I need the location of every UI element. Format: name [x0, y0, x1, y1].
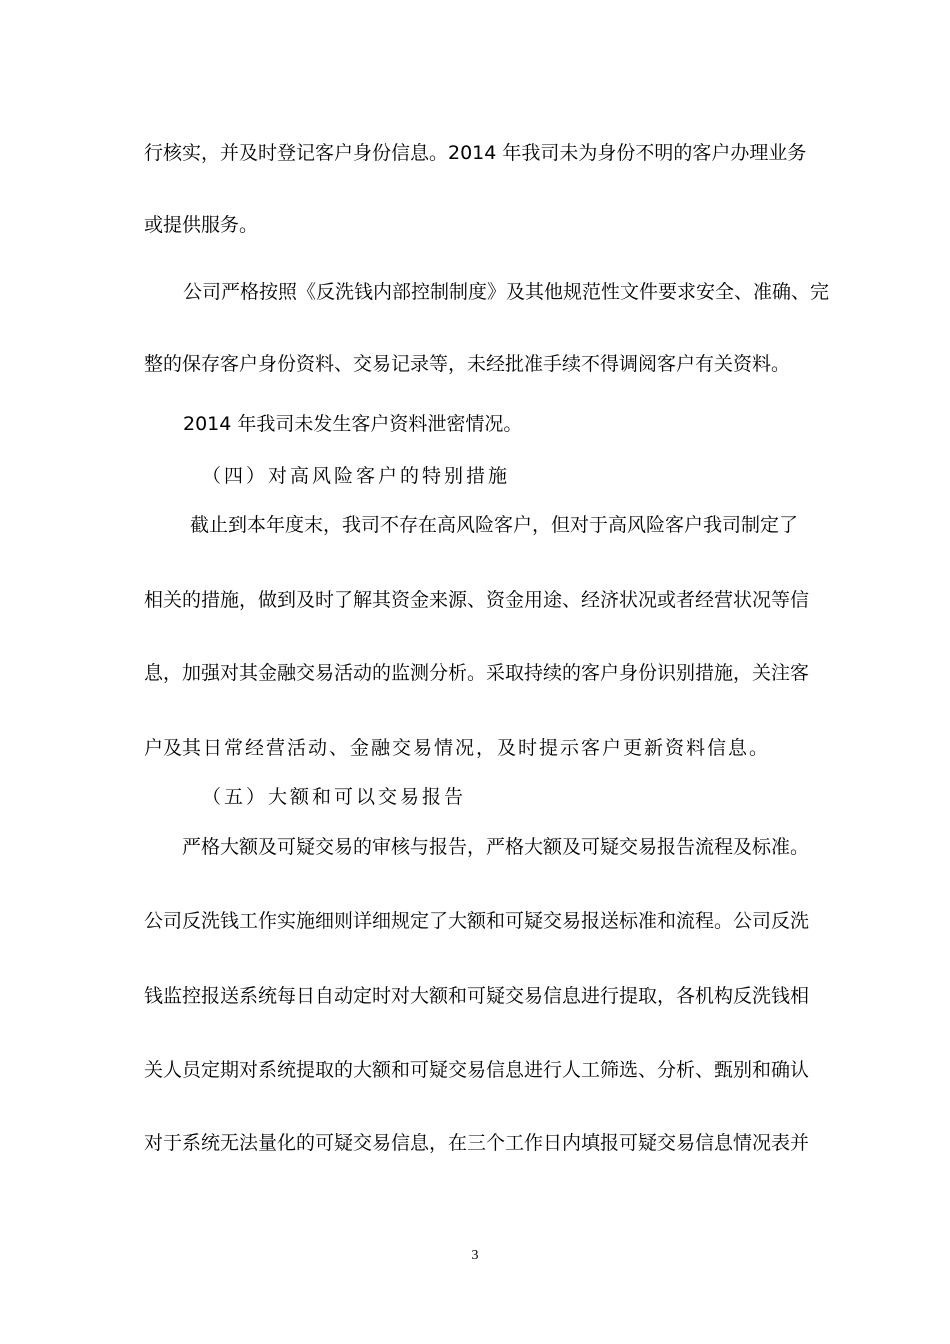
paragraph-line-10: 严格大额及可疑交易的审核与报告，严格大额及可疑交易报告流程及标准。 [182, 836, 810, 858]
paragraph-line-9b: 其日常经营活动、金融交易情况，及时提示客户更新资料信息。 [182, 737, 771, 759]
paragraph-line-7: 相关的措施，做到及时了解其资金来源、资金用途、经济状况或者经营状况等信 [144, 589, 810, 611]
paragraph-line-4: 整的保存客户身份资料、交易记录等，未经批准手续不得调阅客户有关资料。 [144, 353, 791, 375]
section-heading-5: （五）大额和可以交易报告 [202, 786, 467, 808]
paragraph-line-14: 对于系统无法量化的可疑交易信息，在三个工作日内填报可疑交易信息情况表并 [144, 1132, 810, 1154]
section-heading-4: （四）对高风险客户的特别措施 [202, 465, 511, 487]
paragraph-line-11: 公司反洗钱工作实施细则详细规定了大额和可疑交易报送标准和流程。公司反洗 [144, 910, 810, 932]
paragraph-line-5: 2014 年我司未发生客户资料泄密情况。 [183, 413, 523, 435]
paragraph-line-1: 行核实，并及时登记客户身份信息。2014 年我司未为身份不明的客户办理业务 [144, 142, 807, 164]
page-number: 3 [471, 1248, 479, 1263]
paragraph-line-6: 截止到本年度末，我司不存在高风险客户，但对于高风险客户我司制定了 [190, 514, 799, 536]
paragraph-line-13: 关人员定期对系统提取的大额和可疑交易信息进行人工筛选、分析、甄别和确认 [144, 1059, 810, 1081]
paragraph-line-8: 息，加强对其金融交易活动的监测分析。采取持续的客户身份识别措施，关注客 [144, 662, 810, 684]
paragraph-line-2: 或提供服务。 [144, 214, 259, 236]
paragraph-line-3: 公司严格按照《反洗钱内部控制制度》及其他规范性文件要求安全、准确、完 [183, 281, 830, 303]
paragraph-line-9a: 户及 [144, 737, 183, 759]
paragraph-line-12: 钱监控报送系统每日自动定时对大额和可疑交易信息进行提取，各机构反洗钱相 [144, 985, 810, 1007]
